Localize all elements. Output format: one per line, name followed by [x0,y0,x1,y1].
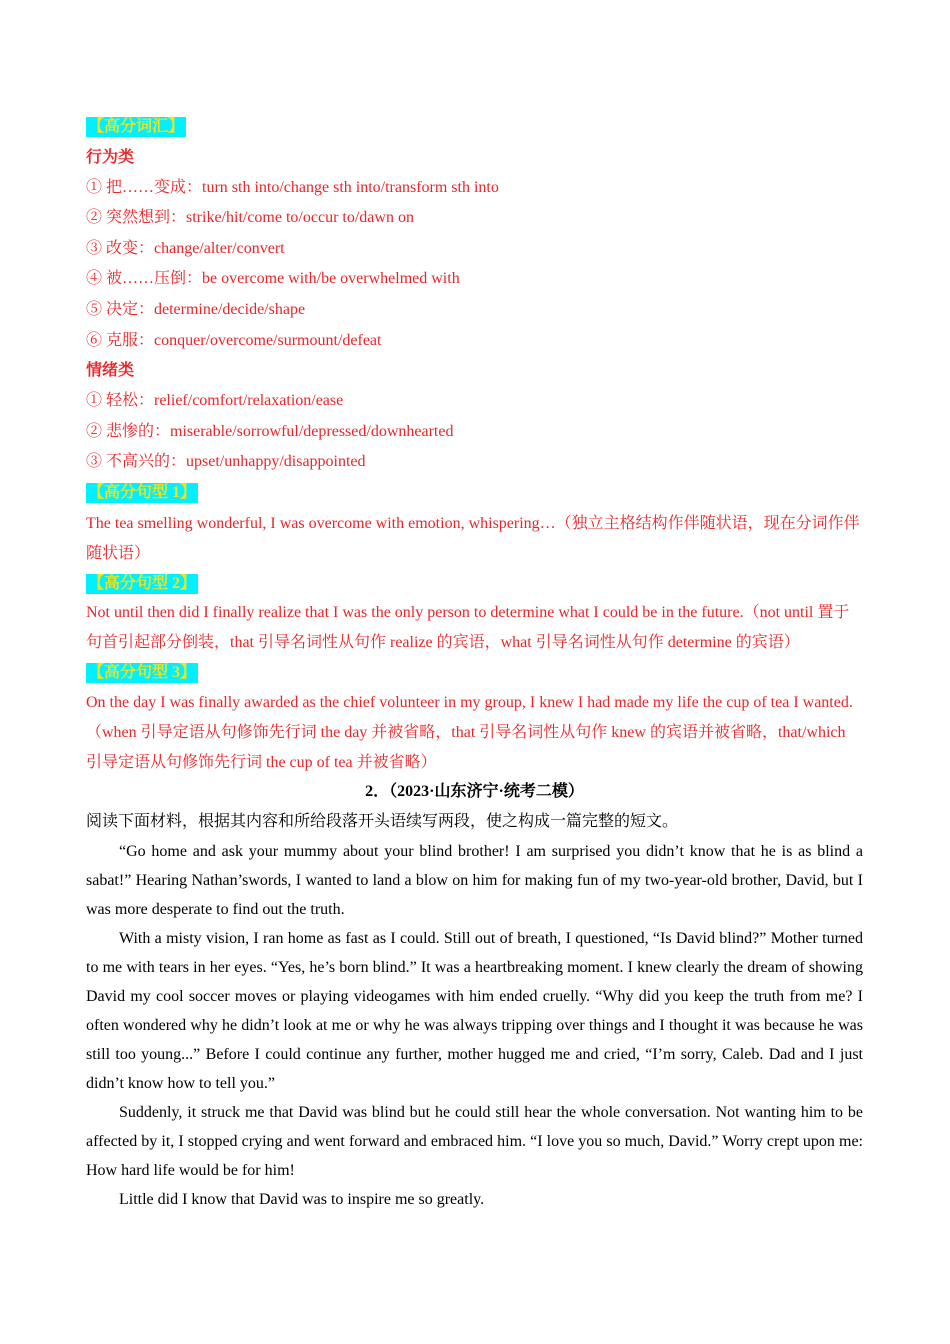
vocab-section [86,112,863,478]
sentence-label-1: 【高分句型 1】 [88,483,197,501]
vocab-item: ② 悲惨的：miserable/sorrowful/depressed/downhearted [86,422,454,440]
vocab-item: ③ 不高兴的：upset/unhappy/disappointed [86,453,366,471]
vocab-item: ① 轻松：relief/comfort/relaxation/ease [86,392,344,410]
story-paragraph: Little did I know that David was to inspire me so greatly. [119,1190,485,1208]
sentence-text-2: Not until then did I finally realize that I was the only person to determine what I could be in the future.（not until 置于句首引起部分倒装，that 引导名词性从句作 realize 的宾语，what 引导名词性从句作 determine 的宾语） [86,603,850,651]
story-paragraph: With a misty vision, I ran home as fast as I could. Still out of breath, I questioned, “Is David blind?” Mother turned to me with tears in her eyes. “Yes, he’s born blind.” It was a heartbreaking moment. I knew clearly the dream of showing David my cool soccer moves or playing videogames with him ended cruelly. “Why did you keep the truth from me? I often wondered why he didn’t look at me or why he was always tripping over things and I thought it was because he was still too young...” Before I could continue any further, mother hugged me and cried, “I’m sorry, Caleb. Dad and I just didn’t know how to tell you.” [86,929,863,1092]
sentence-section [86,478,863,778]
sentence-text-3: On the day I was finally awarded as the chief volunteer in my group, I knew I had made my life the cup of tea I wanted.（when 引导定语从句修饰先行词 the day 并被省略，that 引导名词性从句作 knew 的宾语并被省略，that/which 引导定语从句修饰先行词 the cup of tea 并被省略） [86,693,853,771]
story-paragraph: “Go home and ask your mummy about your blind brother! I am surprised you didn’t know that he is as blind a sabat!” Hearing Nathan’swords, I wanted to land a blow on him for making fun of my two-year-old brother, David, but I was more desperate to find out the truth. [86,842,863,918]
vocab-item: ② 突然想到：strike/hit/come to/occur to/dawn on [86,209,414,227]
question-instruction: 阅读下面材料，根据其内容和所给段落开头语续写两段，使之构成一篇完整的短文。 [86,812,679,830]
vocab-label: 【高分词汇】 [88,118,185,135]
emotion-heading: 情绪类 [86,362,135,380]
sentence-label-3: 【高分句型 3】 [88,663,197,681]
vocab-item: ⑤ 决定：determine/decide/shape [86,300,306,318]
question-title: 2．（2023·山东济宁·统考二模） [365,782,584,800]
vocab-item: ① 把……变成：turn sth into/change sth into/transform sth into [86,178,499,196]
behavior-heading: 行为类 [86,148,135,166]
question-section [86,778,863,1214]
vocab-item: ④ 被……压倒：be overcome with/be overwhelmed with [86,270,460,288]
sentence-text-1: The tea smelling wonderful, I was overcome with emotion, whispering…（独立主格结构作伴随状语，现在分词作伴随状语） [86,514,860,562]
vocab-item: ⑥ 克服：conquer/overcome/surmount/defeat [86,331,382,349]
vocab-item: ③ 改变：change/alter/convert [86,239,285,257]
story-text [86,837,863,1214]
story-paragraph: Suddenly, it struck me that David was blind but he could still hear the whole conversation. Not wanting him to be affected by it, I stopped crying and went forward and embraced him. “I love you so much, David.” Worry crept upon me: How hard life would be for him! [86,1103,863,1179]
document-page [86,112,863,1214]
sentence-label-2: 【高分句型 2】 [88,574,197,592]
